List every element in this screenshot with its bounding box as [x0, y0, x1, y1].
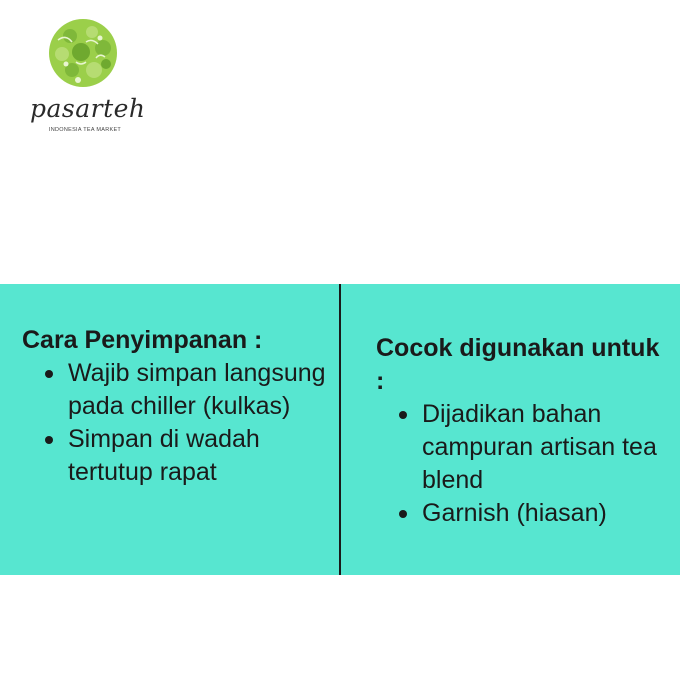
brand-logo: [30, 18, 146, 136]
list-item: [22, 357, 327, 423]
list-item: [22, 423, 327, 489]
usage-heading: Cocok digunakan untuk :: [376, 334, 660, 395]
info-panel: [0, 284, 680, 575]
list-item-text: Simpan di wadah tertutup rapat: [68, 425, 260, 486]
bullet-icon: [45, 370, 53, 378]
fruit-ball-icon: [48, 18, 118, 88]
list-item: [376, 398, 666, 497]
storage-section: [22, 324, 327, 489]
bullet-icon: [45, 436, 53, 444]
list-item-text: Wajib simpan langsung pada chiller (kulkas): [68, 359, 326, 420]
bullet-icon: [399, 510, 407, 518]
list-item-text: Garnish (hiasan): [422, 499, 607, 527]
storage-list: [22, 357, 327, 489]
brand-tagline: INDONESIA TEA MARKET: [48, 127, 122, 133]
usage-list: [376, 398, 666, 530]
brand-name: pasarteh: [30, 94, 146, 123]
storage-heading: Cara Penyimpanan :: [22, 326, 263, 354]
vertical-divider: [339, 284, 341, 575]
bullet-icon: [399, 411, 407, 419]
usage-section: [376, 332, 666, 530]
list-item: [376, 497, 666, 530]
list-item-text: Dijadikan bahan campuran artisan tea blend: [422, 400, 657, 494]
